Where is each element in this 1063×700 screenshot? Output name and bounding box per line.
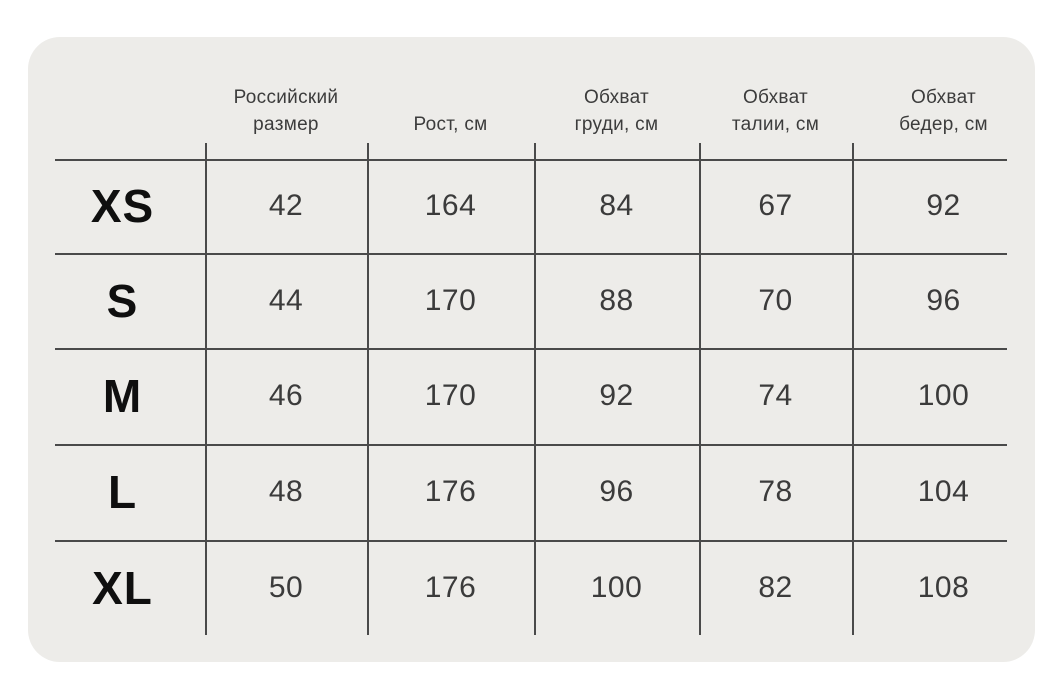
column-header-hips [852,37,1035,159]
divider-vertical [534,143,536,635]
divider-vertical [699,143,701,635]
size-table [28,37,1035,635]
cell-waist: 78 [758,475,793,508]
cell-hips: 100 [917,379,970,412]
cell-russian-size: 48 [268,475,304,508]
divider-horizontal [55,540,1007,542]
header-line: Обхват [910,87,977,108]
size-chart-card [28,37,1035,662]
size-label: S [106,274,139,327]
divider-horizontal [55,159,1007,161]
header-line: размер [253,114,319,135]
header-line: Обхват [742,87,809,108]
cell-height: 170 [424,379,477,412]
column-header-russian-size [205,37,367,159]
divider-horizontal [55,444,1007,446]
size-label: XS [90,180,155,232]
header-line: Обхват [583,87,650,108]
cell-hips: 104 [917,475,970,508]
divider-vertical [205,143,207,635]
divider-vertical [367,143,369,635]
cell-waist: 70 [758,283,793,317]
column-header-chest [534,37,699,159]
column-header-height [367,37,534,159]
divider-horizontal [55,253,1007,255]
cell-waist: 82 [758,570,793,604]
cell-chest: 96 [599,475,634,508]
cell-chest: 100 [590,570,643,604]
cell-russian-size: 46 [268,379,304,412]
divider-vertical [852,143,854,635]
cell-waist: 67 [758,189,793,222]
size-label: XL [92,561,153,614]
divider-horizontal [55,348,1007,350]
column-header-waist [699,37,852,159]
header-line: Российский [233,87,339,108]
cell-russian-size: 42 [268,189,304,222]
column-header-size-empty [28,37,205,159]
cell-waist: 74 [758,379,793,412]
header-line: бедер, см [899,114,988,135]
cell-chest: 88 [599,283,634,317]
cell-height: 176 [424,475,477,508]
size-label: M [102,370,143,422]
cell-hips: 96 [926,283,961,317]
size-label: L [107,466,138,518]
header-line: Рост, см [413,114,488,135]
cell-chest: 92 [599,379,634,412]
cell-russian-size: 44 [268,283,304,317]
cell-hips: 92 [926,189,961,222]
cell-height: 170 [424,283,477,317]
cell-chest: 84 [599,189,634,222]
header-line: талии, см [731,114,820,135]
header-line: груди, см [574,114,659,135]
cell-height: 164 [424,189,477,222]
cell-hips: 108 [917,570,970,604]
cell-russian-size: 50 [268,570,304,604]
cell-height: 176 [424,570,477,604]
